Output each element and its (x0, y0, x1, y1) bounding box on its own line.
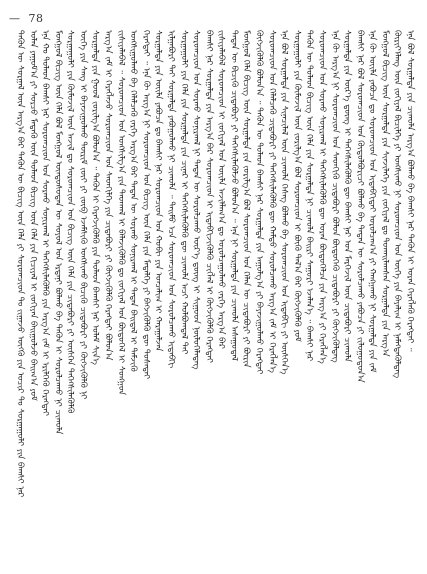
text-column: ᠡᠨᠡ ᠪᠣᠯ ᠰᠤᠷᠭᠠᠯᠲᠠ ᠶᠢᠨ ᠰᠢᠨᠡᠴᠢᠯᠡᠯ ᠦᠨ ᠴᠢᠬᠤᠯᠠ ᠬᠡᠰᠡᠭ ᠪᠣᠯᠬᠤ ᠪᠠ ᠰᠤᠷᠤᠭᠴᠢᠳ ᠤᠨ ᠢᠳᠡᠪᠬᠢ ᠶᠢ ᠥᠰᠬᠡᠨ᠎ᠡ (279, 30, 289, 375)
text-column: ᠵᠢᠱᠢᠶᠡᠯᠡᠪᠡᠯ ᠰᠤᠷᠤᠭᠴᠢᠳ ᠢ ᠵᠣᠬᠢᠶᠠᠯ ᠤᠨ ᠦᠢᠯᠡ ᠠᠵᠢᠯᠯᠠᠭ᠎ᠠ ᠳᠤ ᠣᠷᠣᠯᠴᠠᠭᠤᠯᠬᠤ ᠵᠡᠷᠭᠡ ᠠᠷᠭ᠎ᠠ ᠪᠠᠷ (216, 30, 226, 349)
page-number: 78 (28, 12, 44, 25)
text-column: ᠰᠤᠷᠤᠭᠴᠢᠳ ᠤᠨ ᠰᠤᠷᠬᠤ ᠰᠤᠨᠢᠷᠬᠠᠯ ᠢ ᠳᠡᠭᠡᠭᠰᠢᠯᠡᠭᠦᠯᠬᠦ ᠳᠦ ᠤᠷᠠᠨ ᠪᠦᠲᠦᠭᠡᠯᠴᠡ ᠶᠢᠨ ᠠᠷᠭ᠎ᠠ ᠶᠢ ᠬᠡᠷᠡᠭᠯᠡᠨ᠎ᠡ (317, 30, 327, 364)
text-column: ᠠᠷᠭ᠎ᠠ ᠵᠠᠮ ᠢ ᠬᠡᠷᠡᠭᠯᠡᠵᠦ ᠰᠤᠷᠤᠭᠴᠢᠳ ᠤᠨ ᠰᠡᠳᠬᠢᠯᠬᠡ ᠶᠢᠨ ᠴᠢᠳᠠᠪᠤᠷᠢ ᠶᠢ ᠬᠥᠭᠵᠢᠭᠦᠯᠬᠦ ᠬᠡᠷᠡᠭᠲᠡᠢ ᠪᠣᠯᠤᠨ᠎ᠠ (103, 30, 113, 361)
text-column: ᠰᠤᠷᠤᠭᠴᠢᠳ ᠤᠨ ᠰᠤᠷᠬᠤ ᠰᠤᠨᠢᠷᠬᠠᠯ ᠨᠢ ᠲᠡᠳᠡᠨ ᠦ ᠰᠤᠷᠤᠯᠴᠠᠬᠤ ᠦᠷ᠎ᠡ ᠳ᠋ᠦᠩ ᠢ ᠰᠢᠭᠤᠳ ᠨᠥᠯᠥᠭᠡᠯᠡᠳᠡᠭ (191, 30, 201, 370)
text-column: ᠮᠣᠩᠭᠣᠯ ᠪᠢᠴᠢᠭ ᠦᠨ ᠬᠡᠯᠡ ᠪᠣᠯ ᠮᠣᠩᠭᠣᠯ ᠦᠨᠳᠦᠰᠦᠲᠡᠨ ᠦ ᠰᠣᠶᠣᠯ ᠤᠨ ᠡᠷᠳᠡᠨᠢ ᠪᠣᠯᠬᠤ ᠪᠠ ᠲᠡᠭᠦᠨ ᠢ ᠰᠤᠷᠤᠯᠴᠠᠬᠤ ᠨᠢ ᠴᠢᠬᠤᠯᠠ (53, 30, 63, 435)
text-column: ᠡᠨᠡ ᠪᠣᠯ ᠰᠤᠷᠭᠠᠯᠲᠠ ᠶᠢᠨ ᠴᠢᠬᠤᠯᠠ ᠠᠷᠭ᠎ᠠ ᠪᠣᠯᠬᠤ ᠪᠠ ᠪᠠᠭᠰᠢ ᠨᠠᠷ ᠲᠡᠭᠦᠨ ᠢ ᠤᠷᠠᠨ ᠬᠡᠷᠡᠭᠯᠡᠬᠦ ᠬᠡᠷᠡᠭᠲᠡᠢ ᠃ (405, 30, 415, 352)
text-column: ᠲᠡᠭᠦᠨ ᠦ ᠰᠤᠷᠭᠠᠯ ᠦᠨ ᠠᠷᠭ᠎ᠠ ᠪᠠᠷ ᠲᠡᠭᠦᠨ ᠦ ᠪᠢᠴᠢᠭ ᠦᠨ ᠬᠡᠯᠡ ᠶᠢ ᠰᠤᠷᠤᠭᠴᠢᠳ ᠲᠤ ᠵᠢᠭᠠᠵᠤ ᠦᠭᠬᠦ ᠶᠢᠨ ᠤᠴᠢᠷ ᠲᠤ ᠰᠤᠷᠭᠠᠭᠤᠯᠢ ᠶᠢᠨ ᠪᠠᠭᠰᠢ ᠨᠠᠷ (15, 30, 25, 498)
text-column: ᠬᠡᠷᠡᠭᠲᠡᠢ ᠃ ᠡᠨᠡ ᠬᠦ ᠠᠷᠭ᠎ᠠ ᠨᠢ ᠰᠤᠷᠤᠭᠴᠢᠳ ᠤᠨ ᠪᠢᠴᠢᠭ ᠦᠨ ᠬᠡᠯᠡ ᠶᠢᠨ ᠮᠡᠳᠡᠯᠭᠡ ᠶᠢ ᠪᠡᠬᠵᠢᠭᠦᠯᠬᠦ ᠳᠦ ᠲᠤᠰᠠᠲᠠᠢ (141, 30, 151, 380)
page-number-prefix: — (9, 12, 21, 25)
text-column: ᠢᠯᠭᠠᠪᠤᠷᠢ ᠲᠠᠢ ᠰᠤᠷᠭᠠᠯᠲᠠ ᠶᠠᠪᠤᠭᠤᠯᠬᠤ ᠨᠢ ᠴᠢᠬᠤᠯᠠ ᠃ ᠲᠡᠢᠮᠦ ᠡᠴᠡ ᠰᠤᠷᠤᠭᠴᠢᠳ ᠤᠨ ᠰᠤᠷᠤᠯᠴᠠᠬᠤ ᠢᠳᠡᠪᠬᠢ (166, 30, 176, 369)
text-column: ᠪᠠᠭᠰᠢ ᠨᠠᠷ ᠰᠤᠷᠭᠠᠯᠲᠠ ᠶᠢᠨ ᠠᠷᠭ᠎ᠠ ᠪᠠᠷ ᠰᠤᠷᠤᠭᠴᠢᠳ ᠢ ᠢᠳᠡᠪᠬᠢᠵᠢᠭᠦᠯᠬᠦ ᠴᠢᠭᠯᠡᠯ ᠢ ᠬᠥᠭᠵᠢᠭᠦᠯᠬᠦ ᠬᠡᠷᠡᠭᠲᠡᠢ (204, 30, 214, 363)
text-column: ᠰᠤᠷᠭᠠᠯᠲᠠ ᠶᠢᠨ ᠦᠷ᠎ᠡ ᠳ᠋ᠦᠩ ᠢ ᠳᠡᠭᠡᠭᠰᠢᠯᠡᠭᠦᠯᠬᠦ ᠳᠦ ᠪᠠᠭᠰᠢ ᠨᠠᠷ ᠤᠨ ᠮᠡᠷᠭᠡᠵᠢᠯ ᠦᠨ ᠴᠢᠳᠠᠪᠤᠷᠢ ᠴᠢᠬᠤᠯᠠ (342, 30, 352, 363)
text-column: ᠰᠤᠷᠭᠠᠯᠲᠠ ᠶᠢᠨ ᠦᠢᠯᠡ ᠶᠠᠪᠤᠴᠠ ᠳᠤ ᠪᠠᠭᠰᠢ ᠨᠠᠷ ᠰᠤᠷᠤᠭᠴᠢᠳ ᠤᠨ ᠬᠤᠪᠢ ᠶᠢᠨ ᠣᠨᠴᠠᠯᠢᠭ ᠢ ᠬᠠᠷᠠᠭᠠᠯᠵᠠᠨ (153, 30, 163, 352)
text-column: ᠬᠥᠭᠵᠢᠭᠦᠯᠬᠦ ᠪᠣᠯᠤᠨ᠎ᠠ ᠃ ᠲᠡᠭᠦᠨ ᠦ ᠲᠤᠯᠠᠳ ᠪᠠᠭᠰᠢ ᠨᠠᠷ ᠰᠤᠷᠭᠠᠯᠲᠠ ᠶᠢᠨ ᠠᠭᠤᠯᠭ᠎ᠠ ᠶᠢ ᠪᠠᠶᠠᠵᠢᠭᠤᠯᠬᠤ ᠬᠡᠷᠡᠭᠲᠡᠢ (254, 30, 264, 375)
text-column: ᠰᠤᠷᠭᠠᠭᠤᠯᠢ ᠶᠢᠨ ᠬᠦᠮᠦᠵᠢᠯ ᠦᠨ ᠠᠵᠢᠯ ᠳᠤ ᠰᠤᠷᠤᠭᠴᠢᠳ ᠤᠨ ᠪᠢᠴᠢᠭ ᠦᠨ ᠬᠡᠯᠡ ᠶᠢᠨ ᠴᠢᠳᠠᠪᠤᠷᠢ ᠶᠢ ᠥᠰᠬᠡᠨ ᠳᠡᠭᠡᠭᠰᠢᠯᠡᠭᠦᠯᠬᠦ (65, 30, 75, 414)
text-column: ᠦᠭᠡ ᠶᠢᠨ ᠰᠠᠩ ᠢ ᠪᠠᠶᠠᠵᠢᠭᠤᠯᠬᠤ ᠳᠦᠷᠢᠮ ᠵᠦᠢ ᠶᠢ ᠵᠥᠪ ᠡᠵᠡᠮᠰᠢᠬᠦ ᠤᠩᠰᠢᠬᠤ ᠪᠢᠴᠢᠬᠦ ᠴᠢᠳᠠᠪᠤᠷᠢ ᠶᠢ ᠬᠥᠭᠵᠢᠭᠦᠯᠬᠦ ᠨᠢ (78, 30, 88, 400)
text-column: ᠪᠠᠭᠰᠢ ᠨᠠᠷ ᠪᠣᠯ ᠰᠤᠷᠤᠭᠴᠢᠳ ᠤᠨ ᠬᠥᠲᠥᠯᠪᠦᠷᠢᠴᠢ ᠪᠣᠯᠬᠤ ᠪᠠ ᠲᠡᠳᠡᠨ ᠦ ᠰᠤᠷᠤᠯᠴᠠᠬᠤ ᠶᠠᠪᠤᠴᠠ ᠶᠢ ᠵᠢᠯᠤᠭᠤᠳᠤᠨ᠎ᠠ (355, 30, 365, 383)
text-column: ᠮᠣᠩᠭᠣᠯ ᠬᠡᠯᠡ ᠪᠢᠴᠢᠭ ᠦᠨ ᠰᠤᠷᠭᠠᠯᠲᠠ ᠶᠢᠨ ᠵᠣᠷᠢᠯᠭ᠎ᠠ ᠪᠣᠯ ᠰᠤᠷᠤᠭᠴᠢᠳ ᠤᠨ ᠬᠡᠯᠡᠨ ᠦ ᠴᠢᠳᠠᠪᠤᠷᠢ ᠶᠢ ᠪᠦᠷᠢᠨ (241, 30, 251, 368)
text-column: ᠰᠤᠷᠭᠠᠯᠲᠠ ᠶᠢᠨ ᠭᠣᠣᠯ ᠵᠣᠷᠢᠯᠭ᠎ᠠ ᠪᠣᠯᠤᠨ᠎ᠠ ᠃ ᠲᠡᠭᠦᠨ ᠢ ᠬᠡᠷᠡᠭᠵᠢᠭᠦᠯᠬᠦ ᠶᠢᠨ ᠲᠤᠯᠠᠳ ᠪᠠᠭᠰᠢ ᠨᠠᠷ ᠤᠯᠠᠮ ᠰᠢᠨ᠎ᠡ (90, 30, 100, 365)
vertical-mongolian-text-body (14, 30, 416, 562)
text-column: ᠡᠨᠡ ᠬᠦ ᠦᠢᠯᠡ ᠶᠠᠪᠤᠴᠠ ᠳᠤ ᠰᠤᠷᠤᠭᠴᠢᠳ ᠤᠨ ᠢᠳᠡᠪᠬᠢᠲᠡᠢ ᠣᠷᠣᠯᠴᠠᠭ᠎ᠠ ᠶᠢ ᠬᠠᠩᠭᠠᠬᠤ ᠨᠢ ᠰᠤᠷᠭᠠᠯᠲᠠ ᠶᠢᠨ ᠵᠠᠮ (367, 30, 377, 373)
text-column: ᠲᠡᠭᠦᠨ ᠦ ᠲᠤᠯᠠᠳ ᠪᠢᠴᠢᠭ ᠦᠨ ᠬᠡᠯᠡ ᠶᠢᠨ ᠰᠤᠷᠭᠠᠯᠲᠠ ᠨᠢ ᠴᠢᠬᠤᠯᠠ ᠪᠠᠢᠷᠢ ᠰᠠᠭᠤᠷᠢ ᠡᠵᠡᠯᠡᠨ᠎ᠡ ᠃ ᠪᠠᠭᠰᠢ ᠨᠠᠷ (304, 30, 314, 362)
text-column: ᠰᠤᠷᠤᠭᠴᠢᠳ ᠤᠨ ᠬᠡᠯᠡᠯᠴᠡᠬᠦ ᠴᠢᠳᠠᠪᠤᠷᠢ ᠶᠢ ᠳᠡᠭᠡᠭᠰᠢᠯᠡᠭᠦᠯᠬᠦ ᠳᠦ ᠬᠠᠮᠲᠤ ᠰᠤᠷᠤᠯᠴᠠᠬᠤ ᠠᠷᠭ᠎ᠠ ᠵᠠᠮ ᠢ ᠬᠡᠷᠡᠭᠯᠡᠨ᠎ᠡ (267, 30, 277, 373)
text-column: ᠡᠨᠡ ᠬᠤ ᠲᠤᠯᠠᠳ ᠪᠠᠭᠰᠢ ᠨᠠᠷ ᠰᠤᠷᠤᠭᠴᠢᠳ ᠤᠨ ᠰᠤᠷᠬᠤ ᠰᠤᠨᠢᠷᠬᠠᠯ ᠢ ᠳᠡᠭᠡᠭᠰᠢᠯᠡᠭᠦᠯᠬᠦ ᠶᠢᠨ ᠠᠷᠭ᠎ᠠ ᠵᠠᠮ ᠢ ᠡᠷᠢᠯᠬᠡᠬᠦ ᠬᠡᠷᠡᠭᠲᠡᠢ (40, 30, 50, 416)
text-column: ᠰᠤᠷᠭᠠᠭᠤᠯᠢ ᠶᠢᠨ ᠬᠦᠮᠦᠵᠢᠯ ᠦᠨ ᠵᠣᠷᠢᠯᠭ᠎ᠠ ᠪᠣᠯ ᠰᠤᠷᠤᠭᠴᠢᠳ ᠢ ᠪᠦᠬᠦ ᠲᠠᠯ᠎ᠠ ᠪᠠᠷ ᠬᠥᠭᠵᠢᠭᠦᠯᠬᠦ ᠶᠤᠮ (292, 30, 302, 342)
text-column: ᠲᠡᠳᠡᠨ ᠦ ᠪᠢᠴᠢᠬᠦ ᠴᠢᠳᠠᠪᠤᠷᠢ ᠶᠢ ᠳᠡᠭᠡᠭᠰᠢᠯᠡᠭᠦᠯᠵᠦ ᠪᠣᠯᠤᠨ᠎ᠠ ᠃ ᠡᠨᠡ ᠨᠢ ᠰᠤᠷᠭᠠᠯᠲᠠ ᠶᠢᠨ ᠴᠢᠬᠤᠯᠠ ᠠᠰᠠᠭᠤᠳᠠᠯ (229, 30, 239, 361)
text-column: ᠣᠯᠠᠨ ᠶᠠᠭᠤᠮ᠎ᠠ ᠶᠢ ᠰᠤᠷᠴᠤ ᠮᠡᠳᠡᠬᠦ ᠦᠨ ᠲᠤᠯᠠᠳ ᠪᠢᠴᠢᠭ ᠦᠨ ᠬᠡᠯᠡ ᠶᠢᠨ ᠬᠢᠴᠢᠶᠡᠯ ᠢ ᠵᠤᠬᠢᠶᠠᠨ ᠪᠠᠢᠭᠤᠯᠵᠤ ᠪᠠᠢᠭ᠎ᠠ ᠶᠤᠮ (28, 30, 38, 401)
text-column: ᠡᠨᠡ ᠬᠦ ᠠᠷᠭ᠎ᠠ ᠨᠢ ᠰᠤᠷᠤᠭᠴᠢᠳ ᠤᠨ ᠰᠡᠳᠬᠢᠬᠦ ᠴᠢᠳᠠᠪᠤᠷᠢ ᠪᠣᠯᠤᠨ ᠪᠦᠲᠦᠭᠡᠬᠦ ᠴᠢᠳᠠᠪᠤᠷᠢ ᠶᠢ ᠬᠥᠭᠵᠢᠭᠦᠯᠳᠡᠭ (330, 30, 340, 363)
text-column: ᠤᠩᠰᠢᠭᠤᠯᠬᠤ ᠪᠠ ᠬᠡᠯᠡᠯᠴᠡᠬᠦ ᠵᠡᠷᠭᠡ ᠠᠷᠭ᠎ᠠ ᠪᠠᠷ ᠲᠡᠳᠡᠨ ᠦ ᠰᠤᠷᠬᠤ ᠰᠤᠨᠢᠷᠬᠠᠯ ᠢ ᠲᠠᠲᠠᠨ ᠪᠠᠢᠳᠠᠯ ᠢ ᠳᠡᠮᠵᠢᠬᠦ (128, 30, 138, 372)
page-number-header (9, 12, 44, 25)
text-column: ᠰᠤᠷᠭᠠᠭᠤᠯᠢ ᠶᠢᠨ ᠬᠡᠯᠡ ᠶᠢᠨ ᠰᠤᠷᠭᠠᠯᠲᠠ ᠶᠢᠨ ᠴᠢᠨᠠᠷ ᠢ ᠳᠡᠭᠡᠭᠰᠢᠯᠡᠭᠦᠯᠬᠦ ᠳᠦ ᠴᠢᠬᠤᠯᠠ ᠠᠴᠢ ᠬᠤᠯᠪᠤᠭᠳᠠᠯ ᠲᠠᠢ (179, 30, 189, 355)
text-column: ᠬᠦᠷᠢᠶ᠎ᠡᠯᠡᠩ ᠦᠨ ᠵᠣᠬᠢᠶᠠᠯ ᠪᠢᠴᠢᠯᠭᠡ ᠶᠢ ᠤᠩᠰᠢᠬᠤ ᠨᠢ ᠰᠤᠷᠤᠭᠴᠢᠳ ᠤᠨ ᠦᠭᠡ ᠶᠢᠨ ᠪᠠᠶᠠᠯᠢᠭ ᠢ ᠨᠡᠮᠡᠭᠳᠡᠭᠦᠯᠳᠡᠭ (392, 30, 402, 379)
text-column: ᠮᠣᠩᠭᠣᠯ ᠪᠢᠴᠢᠭ ᠦᠨ ᠰᠤᠷᠭᠠᠯᠲᠠ ᠶᠢᠨ ᠰᠢᠨᠵᠢᠯᠡᠭᠡ ᠶᠢᠨ ᠵᠣᠬᠢᠶᠠᠯ ᠳᠤ ᠲᠤᠬᠠᠢᠯᠠᠭᠰᠠᠨ ᠰᠤᠷᠭᠠᠯᠲᠠ ᠶᠢᠨ ᠠᠷᠭ᠎ᠠ (380, 30, 390, 357)
text-column: ᠵᠢᠱᠢᠶᠡᠯᠡᠪᠡᠯ ᠃ ᠰᠤᠷᠤᠭᠴᠢᠳ ᠤᠨ ᠤᠩᠰᠢᠯᠭ᠎ᠠ ᠶᠢᠨ ᠳᠠᠳᠬᠠᠯ ᠢ ᠪᠡᠯᠡᠵᠢᠭᠦᠯᠬᠦ ᠳᠤ ᠵᠣᠬᠢᠶᠠᠯ ᠤᠨ ᠪᠦᠲᠦᠭᠡᠯ ᠢ ᠰᠣᠩᠭᠣᠨ (116, 30, 126, 396)
